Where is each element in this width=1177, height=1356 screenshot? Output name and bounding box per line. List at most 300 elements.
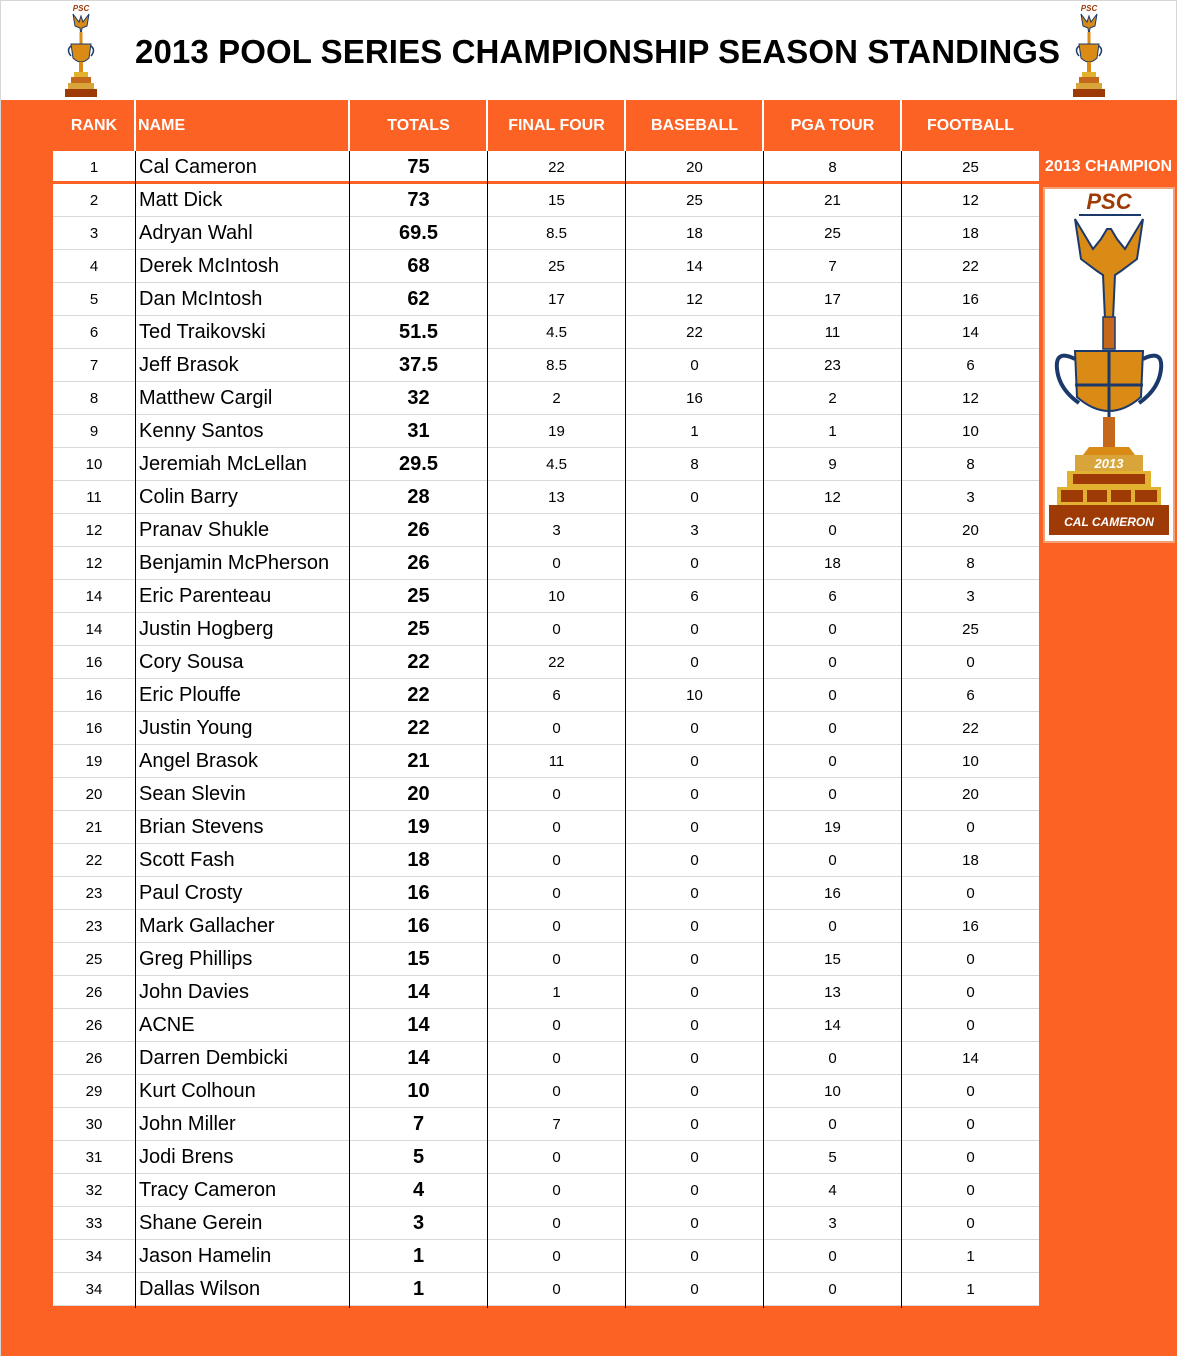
svg-text:CAL CAMERON: CAL CAMERON [1064, 515, 1154, 529]
baseball-points: 0 [690, 1149, 699, 1166]
player-name: Jeremiah McLellan [139, 453, 307, 475]
baseball-points: 0 [690, 1083, 699, 1100]
table-row [53, 943, 1039, 976]
total-points: 25 [407, 585, 430, 607]
table-row [53, 283, 1039, 316]
pga-tour-points: 6 [828, 588, 837, 605]
total-points: 20 [407, 783, 430, 805]
final-four-points: 0 [552, 1215, 561, 1232]
final-four-points: 25 [548, 258, 565, 275]
champion-label: 2013 CHAMPION [1044, 158, 1173, 175]
table-row [53, 976, 1039, 1009]
table-row [53, 1174, 1039, 1207]
total-points: 75 [407, 156, 430, 178]
rank-cell: 26 [85, 1017, 103, 1034]
rank-cell: 14 [85, 588, 103, 605]
final-four-points: 0 [552, 852, 561, 869]
final-four-points: 0 [552, 1050, 561, 1067]
player-name: Darren Dembicki [139, 1047, 288, 1069]
player-name: Shane Gerein [139, 1212, 263, 1234]
football-points: 12 [962, 390, 979, 407]
football-points: 0 [966, 1149, 975, 1166]
pga-tour-points: 10 [824, 1083, 841, 1100]
total-points: 31 [407, 420, 430, 442]
football-points: 18 [962, 225, 979, 242]
total-points: 28 [407, 486, 430, 508]
football-points: 0 [966, 1017, 975, 1034]
football-points: 14 [962, 324, 979, 341]
svg-text:PSC: PSC [1080, 4, 1098, 13]
column-header-pga-tour: PGA TOUR [790, 117, 875, 134]
pga-tour-points: 16 [824, 885, 841, 902]
pga-tour-points: 7 [828, 258, 837, 275]
football-points: 0 [966, 1083, 975, 1100]
player-name: ACNE [139, 1014, 195, 1036]
baseball-points: 25 [686, 192, 703, 209]
total-points: 25 [407, 618, 430, 640]
final-four-points: 0 [552, 918, 561, 935]
pga-tour-points: 0 [828, 687, 837, 704]
total-points: 62 [407, 288, 430, 310]
final-four-points: 7 [552, 1116, 561, 1133]
football-points: 22 [962, 720, 979, 737]
total-points: 5 [412, 1146, 425, 1168]
final-four-points: 2 [552, 390, 561, 407]
total-points: 10 [407, 1080, 430, 1102]
rank-cell: 11 [86, 489, 102, 506]
football-points: 1 [966, 1248, 975, 1265]
baseball-points: 0 [690, 1050, 699, 1067]
football-points: 25 [962, 621, 979, 638]
rank-cell: 33 [85, 1215, 103, 1232]
column-divider [135, 151, 136, 1308]
table-row [53, 184, 1039, 217]
total-points: 18 [407, 849, 430, 871]
baseball-points: 22 [686, 324, 703, 341]
player-name: Angel Brasok [139, 750, 258, 772]
total-points: 3 [412, 1212, 425, 1234]
total-points: 68 [407, 255, 430, 277]
total-points: 32 [407, 387, 430, 409]
column-divider [901, 151, 902, 1308]
rank-cell: 26 [85, 984, 103, 1001]
table-row [53, 217, 1039, 250]
baseball-points: 0 [690, 753, 699, 770]
rank-cell: 34 [85, 1281, 103, 1298]
player-name: Tracy Cameron [139, 1179, 277, 1201]
final-four-points: 13 [548, 489, 565, 506]
rank-cell: 25 [85, 951, 103, 968]
table-row [53, 481, 1039, 514]
column-header-name: NAME [138, 117, 186, 134]
rank-cell: 1 [89, 159, 99, 176]
pga-tour-points: 0 [828, 621, 837, 638]
player-name: Jason Hamelin [139, 1245, 272, 1267]
pga-tour-points: 13 [824, 984, 841, 1001]
pga-tour-points: 0 [828, 753, 837, 770]
football-points: 16 [962, 291, 979, 308]
table-row [53, 382, 1039, 415]
player-name: Kurt Colhoun [139, 1080, 256, 1102]
pga-tour-points: 11 [824, 324, 841, 341]
rank-cell: 12 [85, 522, 103, 539]
svg-text:2013: 2013 [1094, 456, 1124, 471]
table-row [53, 679, 1039, 712]
baseball-points: 1 [690, 423, 699, 440]
football-points: 16 [962, 918, 979, 935]
table-row [53, 151, 1039, 184]
football-points: 0 [966, 819, 975, 836]
pga-tour-points: 1 [828, 423, 837, 440]
pga-tour-points: 18 [824, 555, 841, 572]
football-points: 0 [966, 885, 975, 902]
column-headers [1, 100, 1177, 151]
football-points: 3 [966, 588, 975, 605]
final-four-points: 17 [548, 291, 565, 308]
baseball-points: 20 [686, 159, 703, 176]
player-name: Brian Stevens [139, 816, 264, 838]
svg-text:PSC: PSC [72, 4, 90, 13]
final-four-points: 0 [552, 951, 561, 968]
baseball-points: 0 [690, 786, 699, 803]
rank-cell: 31 [85, 1149, 103, 1166]
rank-cell: 34 [85, 1248, 103, 1265]
football-points: 8 [966, 555, 975, 572]
rank-cell: 19 [85, 753, 103, 770]
final-four-points: 0 [552, 819, 561, 836]
baseball-points: 14 [686, 258, 703, 275]
football-points: 0 [966, 1116, 975, 1133]
pga-tour-points: 15 [824, 951, 841, 968]
player-name: Eric Parenteau [139, 585, 272, 607]
total-points: 15 [407, 948, 430, 970]
player-name: Dallas Wilson [139, 1278, 261, 1300]
final-four-points: 6 [552, 687, 561, 704]
baseball-points: 8 [690, 456, 699, 473]
baseball-points: 0 [690, 1248, 699, 1265]
column-divider [487, 151, 488, 1308]
baseball-points: 0 [690, 1281, 699, 1298]
column-divider [763, 151, 764, 1308]
total-points: 21 [407, 750, 430, 772]
total-points: 4 [412, 1179, 425, 1201]
table-row [53, 1207, 1039, 1240]
baseball-points: 0 [690, 621, 699, 638]
player-name: Justin Hogberg [139, 618, 274, 640]
football-points: 8 [966, 456, 975, 473]
final-four-points: 0 [552, 555, 561, 572]
page-title: 2013 POOL SERIES CHAMPIONSHIP SEASON STANDINGS [135, 33, 1061, 70]
baseball-points: 6 [690, 588, 699, 605]
player-name: Dan McIntosh [139, 288, 263, 310]
player-name: Sean Slevin [139, 783, 246, 805]
baseball-points: 0 [690, 885, 699, 902]
baseball-points: 0 [690, 489, 699, 506]
player-name: Benjamin McPherson [139, 552, 330, 574]
final-four-points: 4.5 [546, 324, 567, 341]
total-points: 26 [407, 519, 430, 541]
baseball-points: 0 [690, 852, 699, 869]
player-name: John Miller [139, 1113, 236, 1135]
column-divider [349, 151, 350, 1308]
pga-tour-points: 9 [828, 456, 837, 473]
player-name: Jeff Brasok [139, 354, 239, 376]
player-name: Kenny Santos [139, 420, 264, 442]
total-points: 22 [407, 684, 430, 706]
baseball-points: 12 [686, 291, 703, 308]
rank-cell: 29 [85, 1083, 103, 1100]
total-points: 26 [407, 552, 430, 574]
player-name: Adryan Wahl [139, 222, 253, 244]
final-four-points: 22 [548, 654, 565, 671]
total-points: 14 [407, 981, 430, 1003]
final-four-points: 3 [552, 522, 561, 539]
total-points: 14 [407, 1014, 430, 1036]
baseball-points: 0 [690, 984, 699, 1001]
total-points: 19 [407, 816, 430, 838]
champion-trophy-card [1043, 187, 1175, 543]
pga-tour-points: 0 [828, 1116, 837, 1133]
total-points: 69.5 [399, 222, 438, 244]
final-four-points: 0 [552, 720, 561, 737]
table-row [53, 844, 1039, 877]
column-header-final-four: FINAL FOUR [508, 117, 605, 134]
table-row [53, 910, 1039, 943]
rank-cell: 9 [89, 423, 99, 440]
player-name: Paul Crosty [139, 882, 243, 904]
rank-cell: 20 [85, 786, 103, 803]
player-name: Pranav Shukle [139, 519, 270, 541]
baseball-points: 0 [690, 1182, 699, 1199]
player-name: Greg Phillips [139, 948, 253, 970]
rank-cell: 26 [85, 1050, 103, 1067]
rank-cell: 7 [89, 357, 99, 374]
total-points: 29.5 [399, 453, 438, 475]
rank-cell: 12 [85, 555, 103, 572]
player-name: John Davies [139, 981, 250, 1003]
rank-cell: 2 [89, 192, 99, 209]
table-row [53, 448, 1039, 481]
baseball-points: 0 [690, 357, 699, 374]
table-row [53, 349, 1039, 382]
football-points: 6 [966, 357, 975, 374]
total-points: 7 [412, 1113, 425, 1135]
rank-cell: 22 [85, 852, 103, 869]
football-points: 20 [962, 522, 979, 539]
football-points: 20 [962, 786, 979, 803]
player-name: Mark Gallacher [139, 915, 275, 937]
pga-tour-points: 5 [828, 1149, 837, 1166]
rank-cell: 16 [85, 720, 103, 737]
football-points: 0 [966, 984, 975, 1001]
pga-tour-points: 25 [824, 225, 841, 242]
pga-tour-points: 3 [828, 1215, 837, 1232]
table-row [53, 1042, 1039, 1075]
final-four-points: 0 [552, 1017, 561, 1034]
rank-cell: 23 [85, 918, 103, 935]
rank-cell: 10 [85, 456, 103, 473]
column-divider [625, 151, 626, 1308]
pga-tour-points: 0 [828, 1281, 837, 1298]
football-points: 0 [966, 654, 975, 671]
rank-cell: 16 [85, 654, 103, 671]
trophy-icon [1071, 2, 1107, 98]
rank-cell: 21 [85, 819, 103, 836]
pga-tour-points: 23 [824, 357, 841, 374]
rank-cell: 8 [89, 390, 99, 407]
total-points: 16 [407, 915, 430, 937]
rank-cell: 16 [85, 687, 103, 704]
page-header [1, 1, 1176, 100]
final-four-points: 0 [552, 1149, 561, 1166]
football-points: 10 [962, 423, 979, 440]
total-points: 22 [407, 651, 430, 673]
player-name: Justin Young [139, 717, 253, 739]
table-row [53, 580, 1039, 613]
baseball-points: 0 [690, 654, 699, 671]
football-points: 14 [962, 1050, 979, 1067]
baseball-points: 18 [686, 225, 703, 242]
baseball-points: 0 [690, 555, 699, 572]
pga-tour-points: 14 [824, 1017, 841, 1034]
football-points: 1 [966, 1281, 975, 1298]
player-name: Ted Traikovski [139, 321, 266, 343]
football-points: 6 [966, 687, 975, 704]
total-points: 22 [407, 717, 430, 739]
player-name: Cal Cameron [139, 156, 257, 178]
final-four-points: 19 [548, 423, 565, 440]
football-points: 22 [962, 258, 979, 275]
final-four-points: 0 [552, 885, 561, 902]
table-row [53, 646, 1039, 679]
final-four-points: 15 [548, 192, 565, 209]
final-four-points: 0 [552, 1083, 561, 1100]
player-name: Matthew Cargil [139, 387, 273, 409]
final-four-points: 0 [552, 1182, 561, 1199]
football-points: 18 [962, 852, 979, 869]
pga-tour-points: 0 [828, 1050, 837, 1067]
baseball-points: 0 [690, 951, 699, 968]
table-row [53, 1273, 1039, 1306]
player-name: Derek McIntosh [139, 255, 280, 277]
football-points: 0 [966, 1182, 975, 1199]
table-row [53, 547, 1039, 580]
pga-tour-points: 12 [824, 489, 841, 506]
table-row [53, 250, 1039, 283]
baseball-points: 0 [690, 1116, 699, 1133]
baseball-points: 0 [690, 1017, 699, 1034]
table-row [53, 712, 1039, 745]
football-points: 3 [966, 489, 975, 506]
column-header-baseball: BASEBALL [650, 117, 739, 134]
pga-tour-points: 8 [828, 159, 837, 176]
table-row [53, 613, 1039, 646]
final-four-points: 1 [552, 984, 561, 1001]
final-four-points: 10 [548, 588, 565, 605]
baseball-points: 16 [686, 390, 703, 407]
total-points: 51.5 [399, 321, 438, 343]
total-points: 1 [412, 1278, 425, 1300]
column-header-totals: TOTALS [387, 117, 450, 134]
football-points: 10 [962, 753, 979, 770]
table-row [53, 1141, 1039, 1174]
pga-tour-points: 0 [828, 852, 837, 869]
table-row [53, 1240, 1039, 1273]
baseball-points: 10 [686, 687, 703, 704]
rank-cell: 14 [85, 621, 103, 638]
pga-tour-points: 0 [828, 786, 837, 803]
rank-cell: 4 [89, 258, 99, 275]
football-points: 0 [966, 1215, 975, 1232]
total-points: 14 [407, 1047, 430, 1069]
player-name: Matt Dick [139, 189, 223, 211]
rank-cell: 3 [89, 225, 99, 242]
baseball-points: 0 [690, 1215, 699, 1232]
pga-tour-points: 21 [824, 192, 841, 209]
standings-table [53, 151, 1039, 1306]
pga-tour-points: 2 [828, 390, 837, 407]
total-points: 1 [412, 1245, 425, 1267]
final-four-points: 0 [552, 621, 561, 638]
pga-tour-points: 0 [828, 654, 837, 671]
column-header-football: FOOTBALL [926, 117, 1015, 134]
baseball-points: 0 [690, 819, 699, 836]
rank-cell: 5 [89, 291, 99, 308]
baseball-points: 0 [690, 918, 699, 935]
column-header-rank: RANK [70, 117, 118, 134]
pga-tour-points: 17 [824, 291, 841, 308]
table-row [53, 778, 1039, 811]
pga-tour-points: 0 [828, 720, 837, 737]
final-four-points: 8.5 [546, 357, 567, 374]
table-row [53, 745, 1039, 778]
player-name: Scott Fash [139, 849, 235, 871]
table-row [53, 316, 1039, 349]
total-points: 37.5 [399, 354, 438, 376]
pga-tour-points: 0 [828, 1248, 837, 1265]
table-row [53, 877, 1039, 910]
table-row [53, 1075, 1039, 1108]
table-row [53, 514, 1039, 547]
rank-cell: 23 [85, 885, 103, 902]
football-points: 25 [962, 159, 979, 176]
table-row [53, 1108, 1039, 1141]
total-points: 73 [407, 189, 430, 211]
player-name: Jodi Brens [139, 1146, 234, 1168]
football-points: 12 [962, 192, 979, 209]
player-name: Cory Sousa [139, 651, 244, 673]
standings-panel [1, 100, 1177, 1356]
pga-tour-points: 19 [824, 819, 841, 836]
svg-text:PSC: PSC [1086, 189, 1132, 214]
pga-tour-points: 0 [828, 918, 837, 935]
baseball-points: 0 [690, 720, 699, 737]
table-row [53, 811, 1039, 844]
player-name: Eric Plouffe [139, 684, 241, 706]
rank-cell: 30 [85, 1116, 103, 1133]
table-row [53, 1009, 1039, 1042]
header-divider [134, 100, 136, 151]
player-name: Colin Barry [139, 486, 238, 508]
final-four-points: 0 [552, 1248, 561, 1265]
pga-tour-points: 4 [828, 1182, 837, 1199]
baseball-points: 3 [690, 522, 699, 539]
football-points: 0 [966, 951, 975, 968]
final-four-points: 0 [552, 786, 561, 803]
rank-cell: 32 [85, 1182, 103, 1199]
final-four-points: 8.5 [546, 225, 567, 242]
final-four-points: 22 [548, 159, 565, 176]
